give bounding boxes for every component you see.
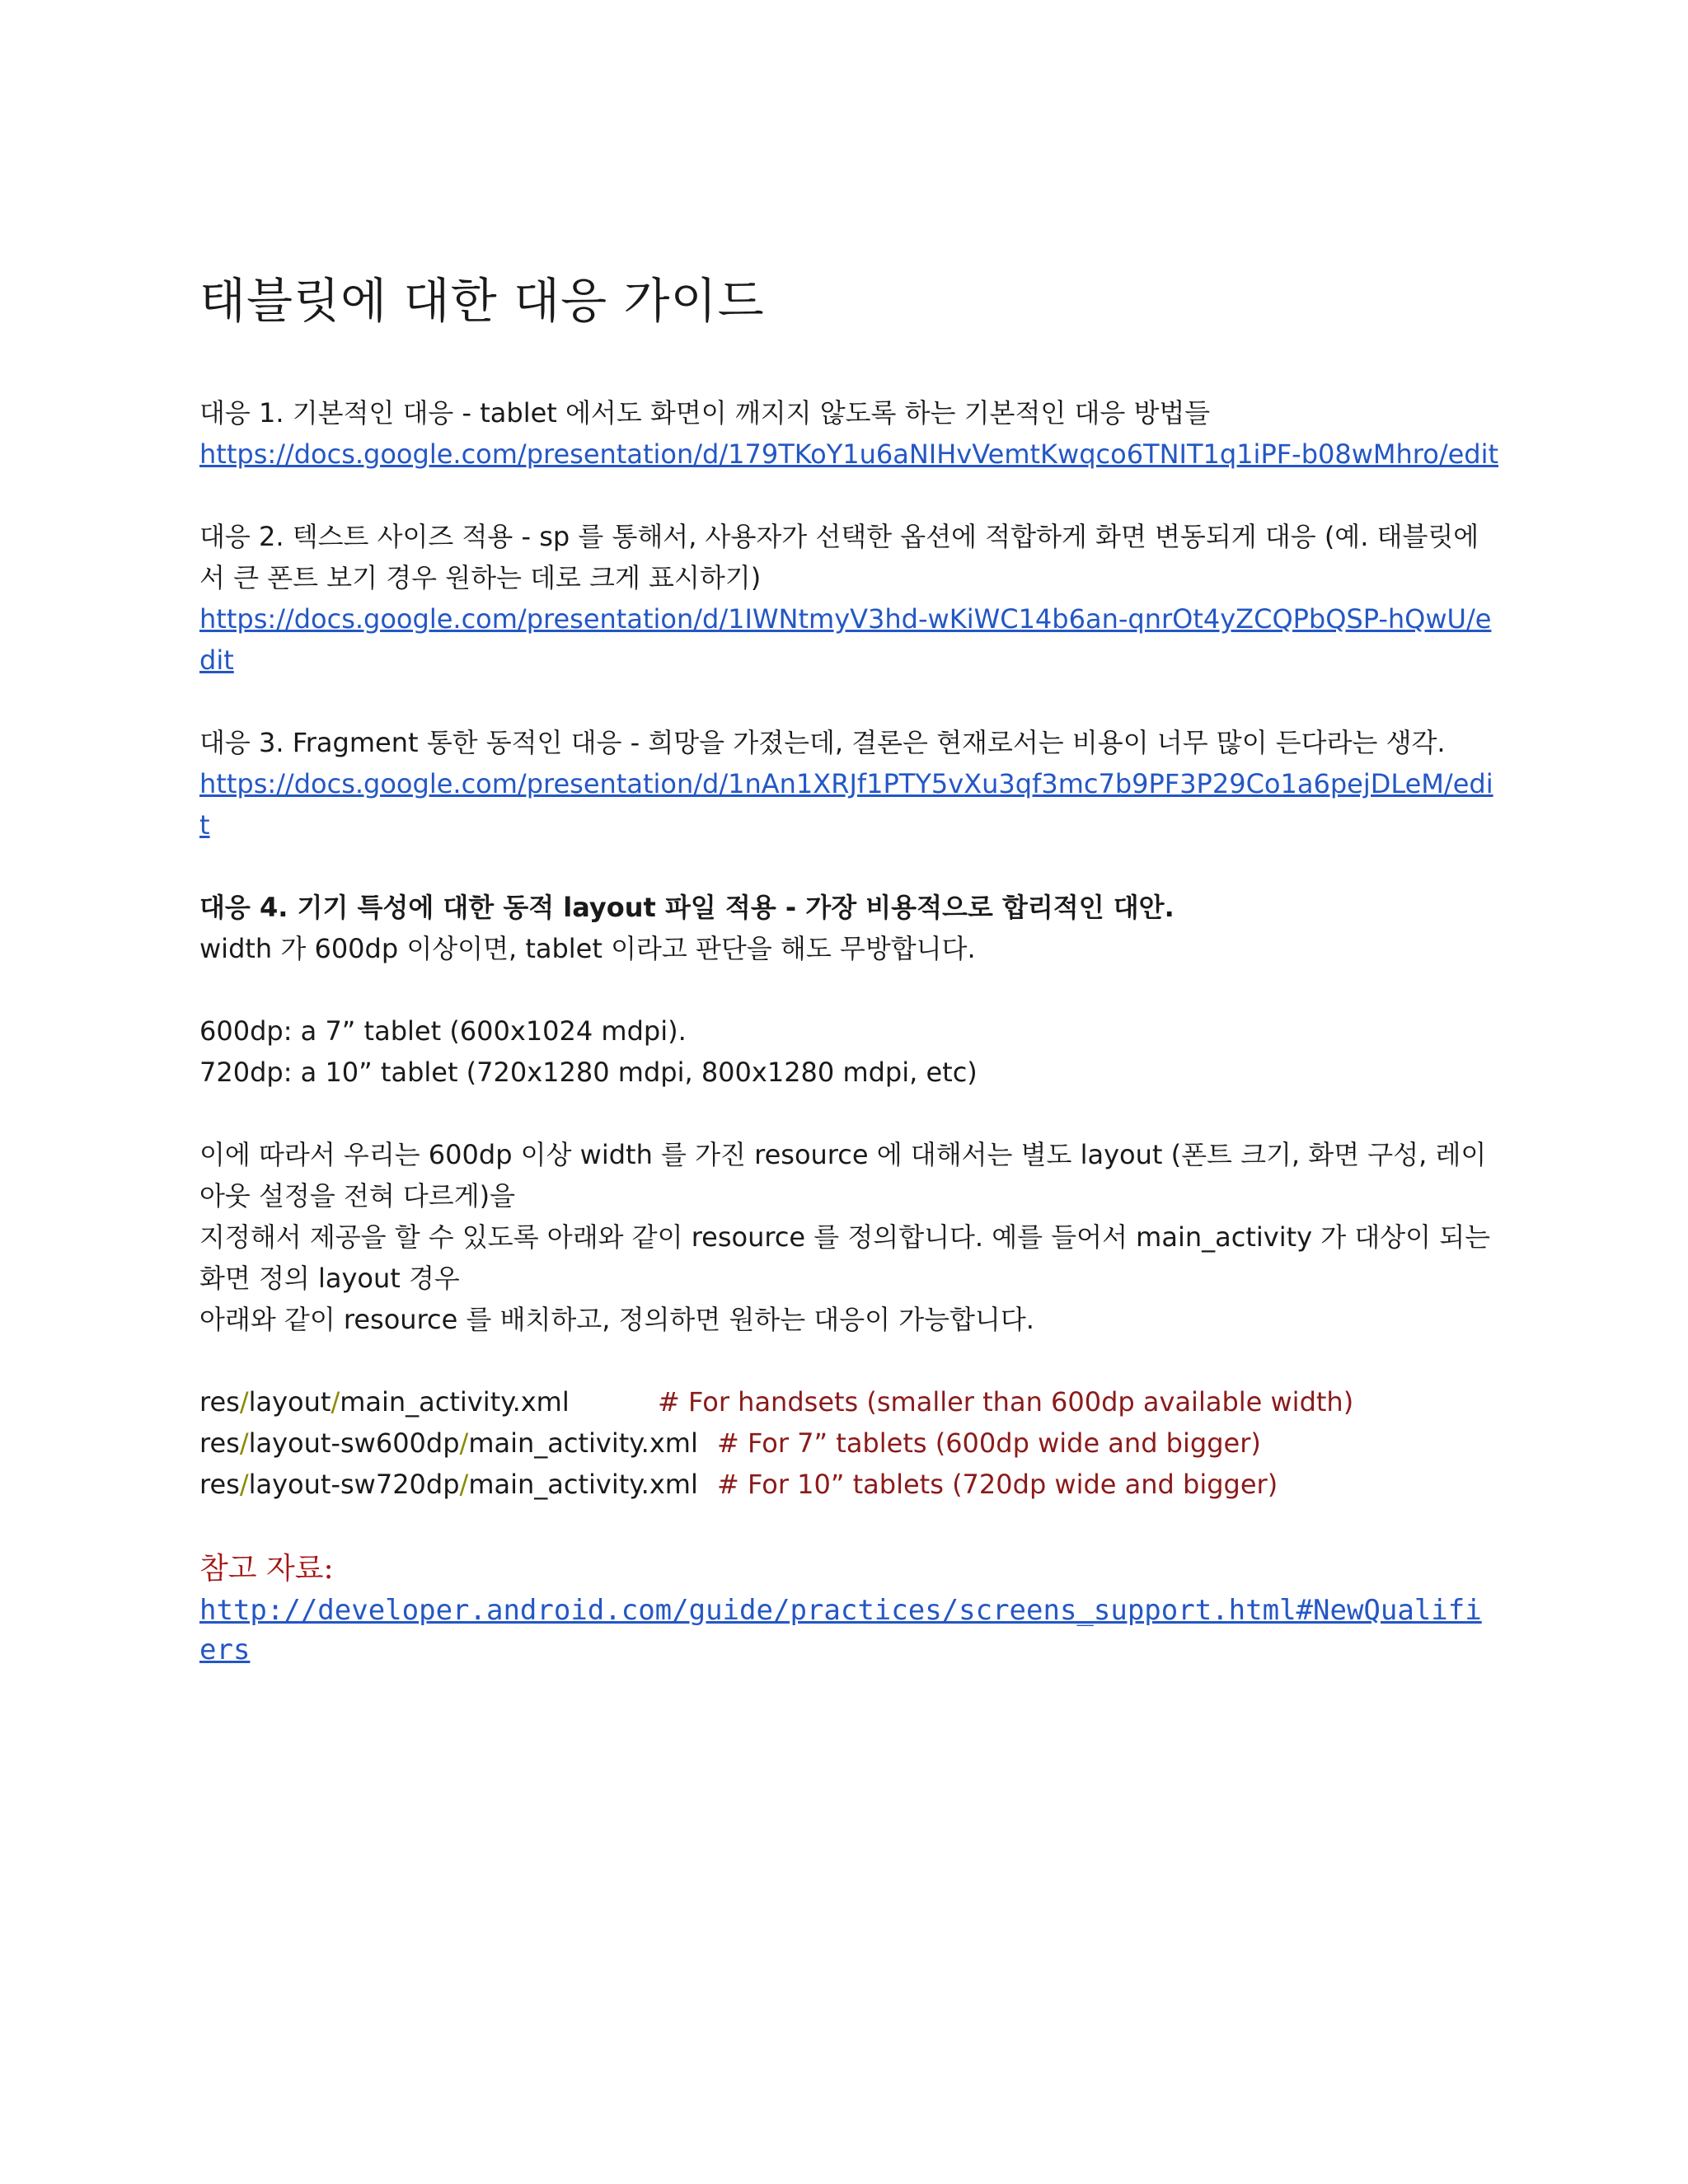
section-1-heading: 대응 1. 기본적인 대응 - tablet 에서도 화면이 깨지지 않도록 하는 기본적인 대응 방법들 [199,397,1211,429]
code-path-root: res [199,1386,240,1418]
code-path-root: res [199,1469,240,1500]
section-1-link[interactable]: https://docs.google.com/presentation/d/179TKoY1u6aNIHvVemtKwqco6TNIT1q1iPF-b08wMhro/edit [199,438,1499,470]
spec-600dp: 600dp: a 7” tablet (600x1024 mdpi). [199,1015,687,1047]
code-comment: # For 7” tablets (600dp wide and bigger) [717,1427,1261,1459]
section-3-heading: 대응 3. Fragment 통한 동적인 대응 - 희망을 가졌는데, 결론은 현재로서는 비용이 너무 많이 든다라는 생각. [199,727,1446,758]
code-path-file: main_activity.xml [340,1386,570,1418]
code-comment: # For handsets (smaller than 600dp available width) [658,1386,1354,1418]
code-line-10in-tablets: res/layout-sw720dp/main_activity.xml # For 10” tablets (720dp wide and bigger) [199,1464,1502,1505]
code-path-file: main_activity.xml [468,1469,698,1500]
code-path-file: main_activity.xml [468,1427,698,1459]
reference-link[interactable]: http://developer.android.com/guide/practices/screens_support.html#NewQualifiers [199,1594,1482,1666]
code-path-dir: layout-sw720dp [248,1469,460,1500]
section-2-heading: 대응 2. 텍스트 사이즈 적용 - sp 를 통해서, 사용자가 선택한 옵션에 적합하게 화면 변동되게 대응 (예. 태블릿에서 큰 폰트 보기 경우 원하는 데로 크게 표시하기) [199,521,1479,593]
resource-paragraph-2: 지정해서 제공을 할 수 있도록 아래와 같이 resource 를 정의합니다. 예를 들어서 main_activity 가 대상이 되는 화면 정의 layout 경우 [199,1221,1491,1294]
spec-720dp: 720dp: a 10” tablet (720x1280 mdpi, 800x1280 mdpi, etc) [199,1057,978,1088]
reference-label: 참고 자료: [199,1552,334,1586]
code-line-handsets: res/layout/main_activity.xml # For handsets (smaller than 600dp available width) [199,1381,1502,1422]
code-comment: # For 10” tablets (720dp wide and bigger) [717,1469,1278,1500]
document-body [199,392,1502,1670]
code-path-root: res [199,1427,240,1459]
section-2-link[interactable]: https://docs.google.com/presentation/d/1IWNtmyV3hd-wKiWC14b6an-qnrOt4yZCQPbQSP-hQwU/edit [199,603,1492,676]
page-title: 태블릿에 대한 대응 가이드 [199,273,765,329]
code-path-dir: layout-sw600dp [248,1427,460,1459]
section-4-line: width 가 600dp 이상이면, tablet 이라고 판단을 해도 무방합니다. [199,933,976,964]
code-line-7in-tablets: res/layout-sw600dp/main_activity.xml # For 7” tablets (600dp wide and bigger) [199,1422,1502,1464]
resource-paragraph-1: 이에 따라서 우리는 600dp 이상 width 를 가진 resource 에 대해서는 별도 layout (폰트 크기, 화면 구성, 레이아웃 설정을 전혀 다르게)을 [199,1139,1487,1212]
resource-paragraph-3: 아래와 같이 resource 를 배치하고, 정의하면 원하는 대응이 가능합니다. [199,1304,1034,1335]
section-3-link[interactable]: https://docs.google.com/presentation/d/1nAn1XRJf1PTY5vXu3qf3mc7b9PF3P29Co1a6pejDLeM/edit [199,768,1493,841]
code-path-dir: layout [248,1386,331,1418]
section-4-heading: 대응 4. 기기 특성에 대한 동적 layout 파일 적용 - 가장 비용적으로 합리적인 대안. [199,892,1175,923]
